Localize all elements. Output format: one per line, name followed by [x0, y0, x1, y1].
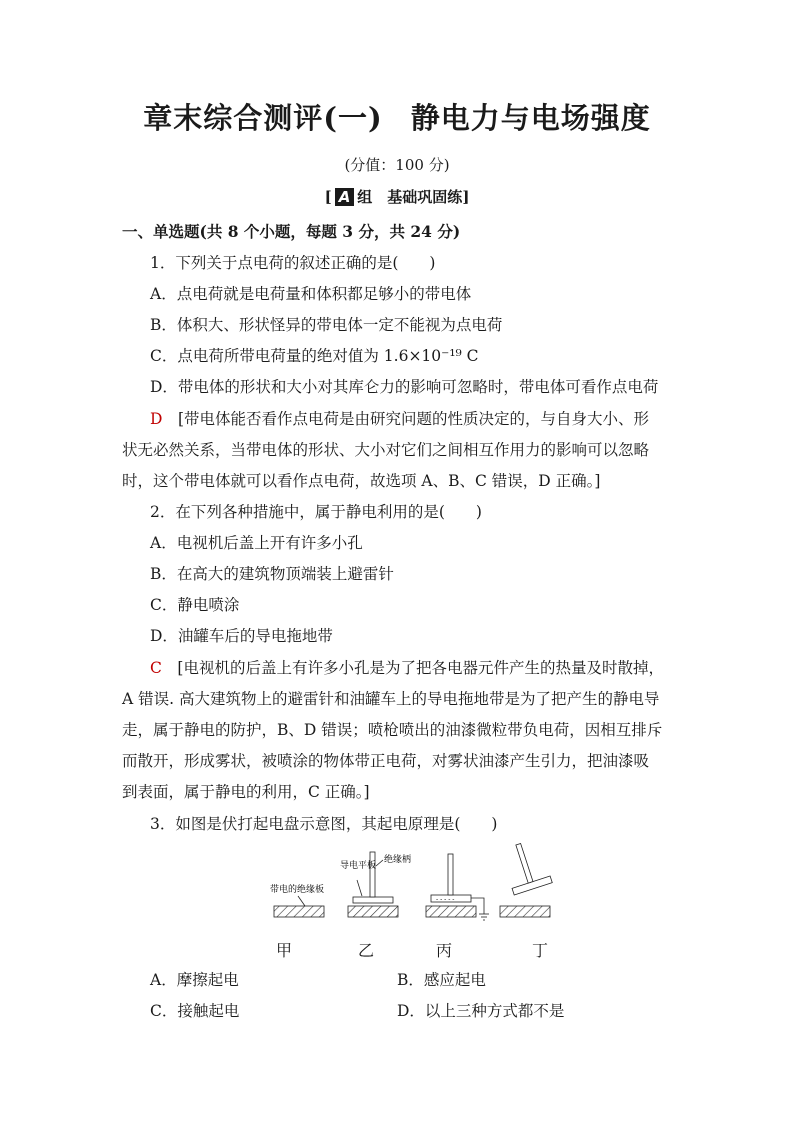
page-title: 章末综合测评(一) 静电力与电场强度: [143, 101, 651, 135]
question-3-option-d: D．以上三种方式都不是: [397, 1002, 565, 1020]
group-letter-badge: A: [335, 188, 355, 206]
question-3-option-c: C．接触起电: [150, 1002, 240, 1020]
score-note: (分值：100 分): [344, 156, 450, 174]
question-1-explanation-line: 状无必然关系，当带电体的形状、大小对它们之间相互作用力的影响可以忽略: [122, 441, 650, 459]
question-1-stem: 1．下列关于点电荷的叙述正确的是( ): [150, 254, 436, 272]
question-1-option-c: C．点电荷所带电荷量的绝对值为 1.6×10⁻¹⁹ C: [150, 347, 479, 365]
panel-ding-diagram: [500, 840, 553, 917]
question-2-stem: 2．在下列各种措施中，属于静电利用的是( ): [150, 503, 482, 521]
question-2-option-a: A．电视机后盖上开有许多小孔: [150, 534, 363, 552]
question-1-answer: D: [150, 410, 163, 428]
group-heading: [ A 组 基础巩固练]: [324, 188, 470, 206]
panel-label-jia: 甲: [276, 941, 293, 960]
question-1-explanation: D [带电体能否看作点电荷是由研究问题的性质决定的，与自身大小、形: [150, 410, 650, 428]
question-2-explanation-line: 到表面，属于静电的利用，C 正确。]: [122, 783, 370, 801]
question-2-answer: C: [150, 659, 162, 677]
question-1-option-b: B．体积大、形状怪异的带电体一定不能视为点电荷: [150, 316, 503, 334]
question-2-option-c: C．静电喷涂: [150, 596, 240, 614]
question-2-explanation: C [电视机的后盖上有许多小孔是为了把各电器元件产生的热量及时散掉，: [150, 659, 664, 677]
question-1-option-a: A．点电荷就是电荷量和体积都足够小的带电体: [150, 285, 472, 303]
question-2-explanation-line: 走，属于静电的防护，B、D 错误；喷枪喷出的油漆微粒带负电荷，因相互排斥: [122, 721, 663, 739]
label-charged-plate: 带电的绝缘板: [270, 885, 325, 895]
question-2-option-d: D．油罐车后的导电拖地带: [150, 627, 333, 645]
question-2-explanation-line: A 错误. 高大建筑物上的避雷针和油罐车上的导电拖地带是为了把产生的静电导: [122, 690, 660, 708]
panel-label-bing: 丙: [436, 941, 453, 960]
question-2-explanation-line: 而散开，形成雾状，被喷涂的物体带正电荷，对雾状油漆产生引力，把油漆吸: [122, 752, 650, 770]
question-3-stem: 3．如图是伏打起电盘示意图，其起电原理是( ): [150, 815, 498, 833]
svg-text:- - - - -: - - - - -: [436, 896, 455, 903]
question-2-option-b: B．在高大的建筑物顶端装上避雷针: [150, 565, 394, 583]
question-3-option-b: B．感应起电: [397, 971, 486, 989]
question-1-explanation-line: 时，这个带电体就可以看作点电荷，故选项 A、B、C 错误，D 正确。]: [122, 472, 601, 490]
question-1-option-d: D．带电体的形状和大小对其库仑力的影响可忽略时，带电体可看作点电荷: [150, 378, 659, 396]
question-3-option-a: A．摩擦起电: [150, 971, 239, 989]
section-heading: 一、单选题(共 8 个小题，每题 3 分，共 24 分): [122, 222, 461, 241]
panel-label-ding: 丁: [532, 941, 549, 960]
panel-bing-diagram: [426, 854, 489, 920]
panel-yi-diagram: [340, 852, 411, 917]
label-conductor-plate: 导电平板: [340, 861, 377, 871]
label-insulating-handle: 绝缘柄: [384, 855, 412, 865]
panel-label-yi: 乙: [358, 941, 375, 960]
panel-jia-diagram: [270, 883, 324, 917]
